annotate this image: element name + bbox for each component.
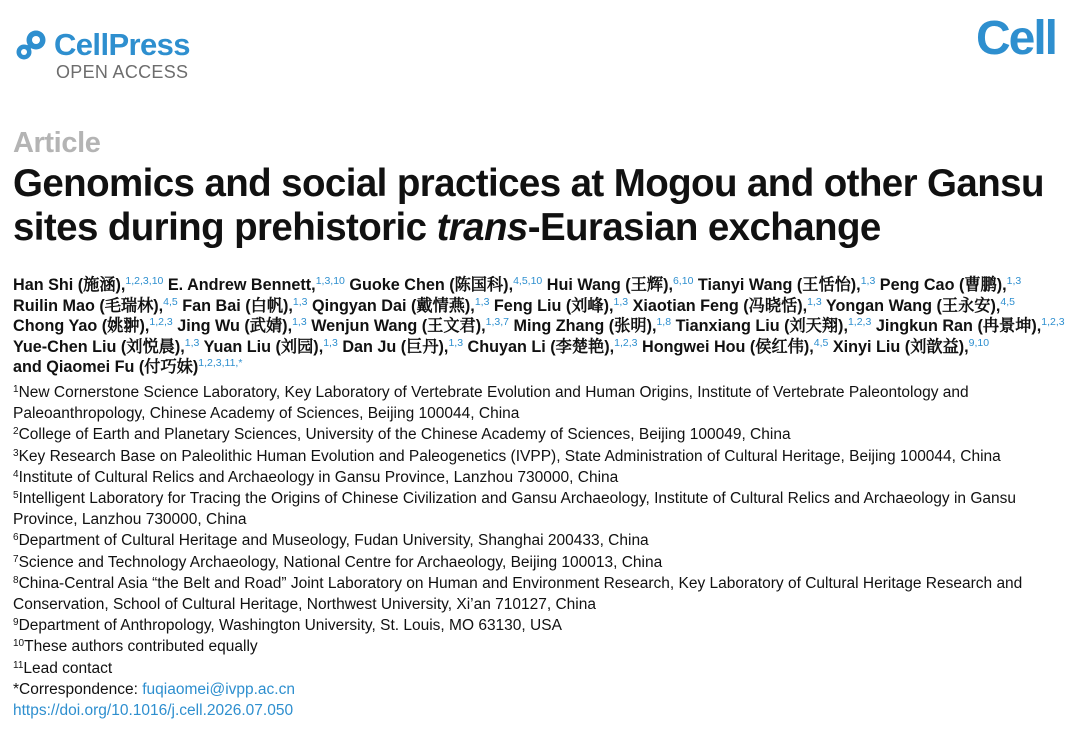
- affiliation-number: 8: [13, 574, 19, 586]
- author-affiliation-refs[interactable]: 1,3: [807, 295, 822, 308]
- author-entry: [13, 317, 173, 335]
- affiliation-item: [13, 382, 1073, 424]
- author-affiliation-refs[interactable]: 1,3: [323, 336, 338, 349]
- author-entry: [311, 317, 509, 335]
- author-entry: [676, 317, 872, 335]
- author-name: Yue-Chen Liu (刘悦晨),: [13, 337, 185, 356]
- doi-link[interactable]: https://doi.org/10.1016/j.cell.2026.07.050: [13, 702, 294, 720]
- author-name: Chong Yao (姚翀),: [13, 317, 150, 336]
- author-name: Xinyi Liu (刘歆益),: [832, 337, 969, 356]
- author-entry: [468, 338, 638, 356]
- cellpress-logo: [14, 28, 190, 62]
- author-name: Jing Wu (武婧),: [177, 317, 293, 336]
- author-entry: [182, 297, 307, 315]
- author-entry: [168, 276, 345, 294]
- author-entry: [312, 297, 489, 315]
- author-name: Dan Ju (巨丹),: [342, 337, 449, 356]
- affiliation-number: 7: [13, 553, 19, 565]
- author-affiliation-refs[interactable]: 1,3: [860, 275, 876, 287]
- affiliation-text: Department of Anthropology, Washington University, St. Louis, MO 63130, USA: [18, 617, 562, 635]
- author-name: Ming Zhang (张明),: [513, 317, 657, 336]
- title-part-1: Genomics and social practices at Mogou and other Gansu sites during prehistoric: [13, 162, 1044, 249]
- affiliation-item: [13, 573, 1073, 615]
- affiliation-text: College of Earth and Planetary Sciences, University of the Chinese Academy of Sciences, Beijing 100049, China: [18, 426, 791, 444]
- author-name: Wenjun Wang (王文君),: [311, 317, 486, 336]
- author-name: Han Shi (施涵),: [13, 276, 126, 294]
- affiliation-number: 10: [13, 638, 25, 650]
- author-affiliation-refs[interactable]: 1,8: [656, 316, 672, 329]
- author-entry: [547, 276, 694, 294]
- article-type-label: Article: [13, 127, 101, 159]
- author-affiliation-refs[interactable]: 1,3: [1006, 275, 1022, 287]
- affiliation-text: These authors contributed equally: [24, 638, 258, 656]
- author-name: Jingkun Ran (冉景坤),: [875, 317, 1042, 336]
- author-entry: [204, 338, 338, 356]
- author-affiliation-refs[interactable]: 1,3: [184, 336, 200, 349]
- affiliation-item: [13, 530, 1073, 551]
- author-entry: [177, 317, 306, 335]
- cellpress-mark-icon: [14, 28, 48, 62]
- author-affiliation-refs[interactable]: 1,2,3,11,*: [198, 357, 243, 370]
- author-affiliation-refs[interactable]: 1,2,3: [149, 316, 173, 329]
- article-title: [13, 162, 1073, 250]
- author-entry: [642, 338, 828, 356]
- affiliation-number: 3: [13, 447, 19, 459]
- author-affiliation-refs[interactable]: 9,10: [968, 336, 990, 349]
- author-affiliation-refs[interactable]: 1,3: [292, 316, 307, 329]
- author-name: Tianxiang Liu (刘天翔),: [675, 317, 848, 336]
- author-entry: [13, 276, 163, 294]
- affiliation-text: Institute of Cultural Relics and Archaeology in Gansu Province, Lanzhou 730000, China: [18, 468, 619, 486]
- affiliation-item: [13, 658, 1073, 679]
- affiliation-number: 5: [13, 490, 19, 502]
- author-list: [13, 275, 1073, 378]
- title-italic: trans: [436, 206, 528, 249]
- author-entry: [826, 297, 1015, 315]
- author-affiliation-refs[interactable]: 4,5: [163, 295, 178, 308]
- author-entry: [342, 338, 463, 356]
- author-name: Hongwei Hou (侯红伟),: [642, 337, 814, 356]
- author-name: Ruilin Mao (毛瑞林),: [13, 296, 164, 315]
- open-access-label: OPEN ACCESS: [56, 62, 189, 82]
- affiliation-list: [13, 382, 1073, 721]
- affiliation-text: Key Research Base on Paleolithic Human Evolution and Paleogenetics (IVPP), State Administration of Cultural Heritage, Beijing 100044, China: [18, 447, 1001, 465]
- author-entry: [633, 297, 822, 315]
- author-affiliation-refs[interactable]: 4,5,10: [513, 275, 543, 287]
- author-affiliation-refs[interactable]: 1,3: [474, 295, 490, 308]
- author-name: Tianyi Wang (王恬怡),: [697, 276, 861, 294]
- affiliation-item: [13, 467, 1073, 488]
- author-name: Guoke Chen (陈国科),: [349, 276, 514, 294]
- author-affiliation-refs[interactable]: 4,5: [1000, 295, 1015, 308]
- author-entry: [514, 317, 672, 335]
- affiliation-number: 6: [13, 532, 19, 544]
- affiliation-text: Department of Cultural Heritage and Museology, Fudan University, Shanghai 200433, China: [18, 532, 649, 550]
- cell-journal-logo: Cell: [975, 12, 1056, 65]
- affiliation-item: [13, 636, 1073, 657]
- author-name: E. Andrew Bennett,: [167, 276, 316, 294]
- author-name: Chuyan Li (李楚艳),: [467, 337, 615, 356]
- affiliation-number: 2: [13, 426, 19, 438]
- author-affiliation-refs[interactable]: 1,3: [292, 295, 308, 308]
- affiliation-number: 1: [13, 384, 19, 395]
- correspondence-line: *Correspondence: fuqiaomei@ivpp.ac.cn: [13, 680, 295, 698]
- cellpress-brand-name: CellPress: [54, 27, 190, 62]
- author-entry: [880, 276, 1021, 294]
- author-entry: [698, 276, 875, 294]
- author-name: Peng Cao (曹鹏),: [879, 276, 1007, 294]
- affiliation-text: Science and Technology Archaeology, National Centre for Archaeology, Beijing 100013, China: [18, 553, 663, 571]
- author-name: Feng Liu (刘峰),: [493, 296, 614, 315]
- author-affiliation-refs[interactable]: 1,3,7: [485, 316, 509, 329]
- correspondence-email-link[interactable]: fuqiaomei@ivpp.ac.cn: [142, 680, 295, 698]
- affiliation-text: Lead contact: [23, 659, 113, 677]
- affiliation-text: China-Central Asia “the Belt and Road” Joint Laboratory on Human and Environment Research, Key Laboratory of Cultural Heritage Research and Conservation, School of Cultural Heritage, Northwest University, Xi’an 710127, China: [13, 574, 1023, 614]
- affiliation-number: 9: [13, 617, 19, 629]
- author-entry: [833, 338, 989, 356]
- affiliation-item: [13, 552, 1073, 573]
- author-name: and Qiaomei Fu (付巧妹): [13, 358, 199, 377]
- author-entry: [349, 276, 542, 294]
- author-affiliation-refs[interactable]: 1,2,3: [614, 336, 638, 349]
- author-entry: [13, 297, 178, 315]
- author-affiliation-refs[interactable]: 1,3,10: [315, 275, 345, 287]
- affiliation-number: 11: [13, 659, 24, 671]
- affiliation-item: [13, 446, 1073, 467]
- author-entry: [13, 338, 199, 356]
- author-affiliation-refs[interactable]: 6,10: [672, 275, 694, 287]
- author-affiliation-refs[interactable]: 1,3: [613, 295, 629, 308]
- affiliation-item: [13, 615, 1073, 636]
- affiliation-text: Intelligent Laboratory for Tracing the Origins of Chinese Civilization and Gansu Archaeology, Institute of Cultural Relics and Archaeology in Gansu Province, Lanzhou 730000, China: [13, 490, 1016, 529]
- author-name: Yuan Liu (刘园),: [203, 337, 324, 356]
- author-entry: [13, 358, 242, 376]
- author-name: Fan Bai (白帆),: [182, 296, 293, 315]
- affiliation-item: [13, 424, 1073, 445]
- author-entry: [876, 317, 1065, 335]
- author-name: Xiaotian Feng (冯晓恬),: [632, 296, 808, 315]
- author-affiliation-refs[interactable]: 1,2,3: [847, 316, 872, 329]
- author-entry: [494, 297, 628, 315]
- affiliation-number: 4: [13, 468, 19, 480]
- author-name: Yongan Wang (王永安),: [825, 296, 1001, 315]
- author-name: Qingyan Dai (戴情燕),: [312, 296, 475, 315]
- author-affiliation-refs[interactable]: 1,2,3: [1041, 316, 1065, 329]
- page-header: [0, 0, 1080, 100]
- affiliation-text: New Cornerstone Science Laboratory, Key Laboratory of Vertebrate Evolution and Human Origins, Institute of Vertebrate Paleontology and Paleoanthropology, Chinese Academy of Sciences, Beijing 100044, China: [13, 384, 969, 423]
- title-part-2: -Eurasian exchange: [527, 206, 881, 249]
- author-affiliation-refs[interactable]: 1,2,3,10: [125, 275, 164, 287]
- author-affiliation-refs[interactable]: 4,5: [813, 336, 829, 349]
- author-affiliation-refs[interactable]: 1,3: [448, 336, 464, 349]
- affiliation-item: [13, 488, 1073, 530]
- author-name: Hui Wang (王辉),: [546, 276, 673, 294]
